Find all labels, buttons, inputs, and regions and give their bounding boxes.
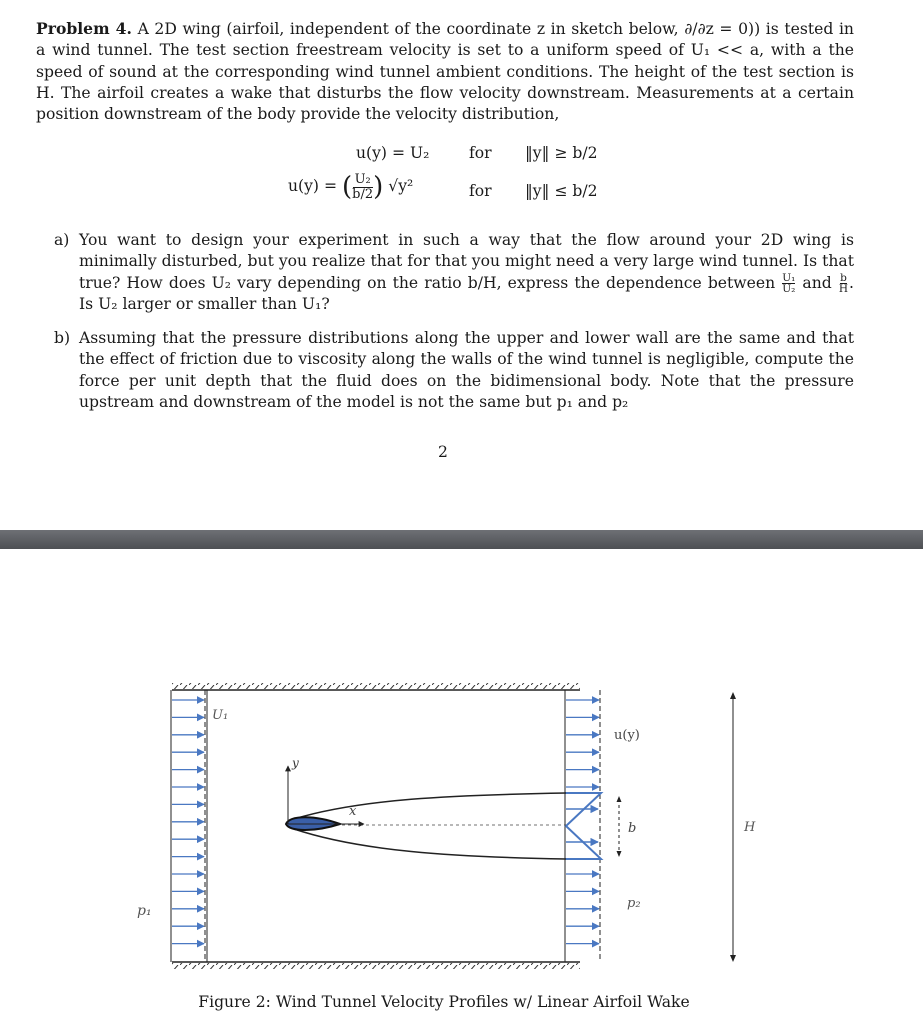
eq2-lhs: u(y) = [288, 177, 338, 195]
inlet-velocity-profile [171, 690, 205, 962]
eq2-den: b/2 [352, 186, 374, 202]
eq1-condition: ‖y‖ ≥ b/2 [525, 144, 598, 162]
label-p2: p₂ [627, 896, 641, 911]
label-h: H [744, 820, 756, 835]
label-u-of-y: u(y) [614, 728, 640, 743]
equation-row-2: u(y) = ( $\frac{\text{U₂}}{b/2}$ ) √y² [288, 171, 414, 202]
eq1-for: for [469, 144, 492, 162]
label-y: y [292, 756, 299, 770]
top-wall [172, 683, 580, 690]
ratio-u1-u2: $\frac{\text{U₁}}{\text{U₂}}$ [782, 272, 796, 296]
eq2-fraction [352, 173, 373, 202]
eq2-num: U₂ [354, 171, 371, 187]
problem-intro: A 2D wing (airfoil, independent of the coordinate z in sketch below, ∂/∂z = 0)) is tested in a wind tunnel. The test section freestream velocity is set to a uniform speed of U₁ << a, with a the speed of sound at the corresponding wind tunnel ambient conditions. The height of the test section is H. The airfoil creates a wake that disturbs the flow velocity downstream. Measurements at a certain position downstream of the body provide the velocity distribution, [36, 20, 854, 124]
ratio-b-h: $\frac{b}{H}$ [838, 272, 849, 296]
page-number: 2 [438, 443, 448, 461]
problem-heading: Problem 4. [36, 19, 132, 38]
equation-row-1 [356, 144, 429, 162]
eq2-for: for [469, 182, 492, 200]
eq2-sqrt: √y² [388, 177, 414, 195]
figure-caption: Figure 2: Wind Tunnel Velocity Profiles w/ Linear Airfoil Wake [198, 993, 690, 1011]
outlet-velocity-profile [565, 690, 601, 962]
part-b-text: Assuming that the pressure distributions along the upper and lower wall are the same and that the effect of friction due to viscosity along the walls of the wind tunnel is negligible, compute the force per unit depth that the fluid does on the bidimensional body. Note that the pressure upstream and downstream of the model is not the same but p₁ and p₂ [79, 329, 854, 411]
label-u1: U₁ [212, 708, 229, 723]
label-x: x [349, 804, 357, 819]
figure-area [0, 549, 923, 1024]
part-a-label: a) [54, 231, 70, 249]
bottom-wall [172, 962, 580, 969]
page-divider [0, 530, 923, 549]
label-b: b [628, 821, 637, 836]
part-b [54, 328, 854, 413]
wind-tunnel-diagram [0, 549, 923, 1024]
wake-lower-boundary [294, 829, 566, 859]
part-a-text-1: You want to design your experiment in such a way that the flow around your 2D wing is minimally disturbed, but you realize that for that you might need a very large wind tunnel. Is that true? How does U₂ vary depending on the ratio b/H, express the dependence between [79, 231, 854, 292]
wake-upper-boundary [294, 793, 566, 819]
eq1-lhs: u(y) = U₂ [356, 144, 430, 162]
wake-deficit-profile [565, 793, 601, 859]
problem-statement [36, 18, 854, 125]
part-a [54, 230, 854, 315]
part-a-and: and [802, 273, 832, 292]
part-a-text-2: . Is U₂ larger or smaller than U₁? [79, 273, 854, 314]
part-b-label: b) [54, 329, 71, 347]
eq2-condition: ‖y‖ ≤ b/2 [525, 182, 598, 200]
label-p1: p₁ [137, 903, 152, 919]
